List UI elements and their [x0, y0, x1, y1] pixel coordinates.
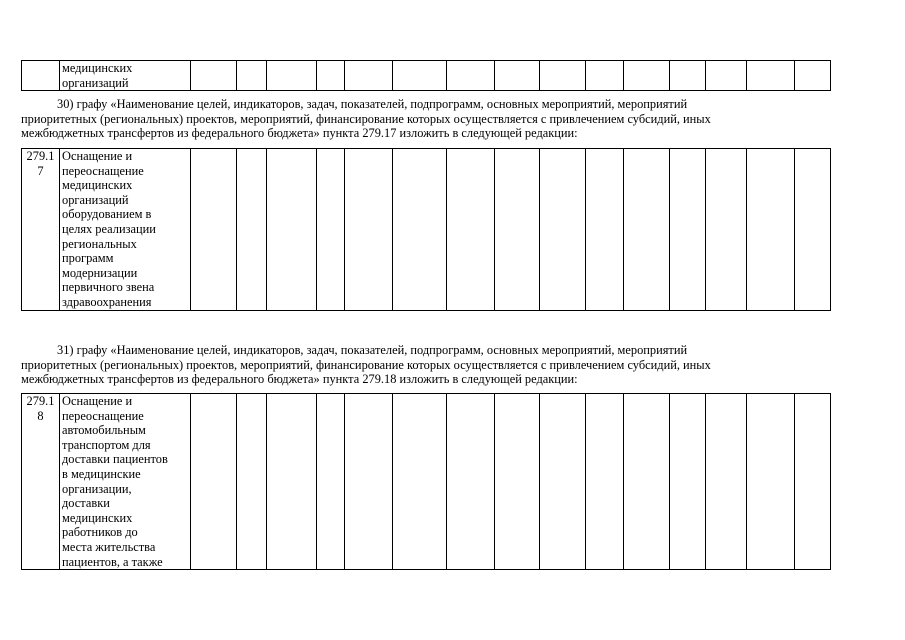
empty-cell	[495, 149, 540, 311]
empty-cell	[624, 149, 670, 311]
name-line: организации,	[62, 481, 132, 496]
name-line: организаций	[62, 75, 129, 90]
empty-cell	[795, 61, 831, 91]
table-row	[22, 61, 831, 91]
table-row-279-17	[21, 148, 831, 311]
paragraph-line: приоритетных (региональных) проектов, мероприятий, финансирование которых осуществляется с привлечением субсидий, иных	[21, 111, 711, 126]
empty-cell	[267, 149, 317, 311]
row-number-cell	[22, 149, 60, 311]
empty-cell	[706, 149, 747, 311]
empty-cell	[586, 149, 624, 311]
name-line: оборудованием в	[62, 207, 152, 222]
row-number-cell	[22, 394, 60, 570]
empty-cell	[706, 61, 747, 91]
empty-cell	[393, 394, 447, 570]
row-name-cell	[60, 394, 191, 570]
name-line: транспортом для	[62, 437, 151, 452]
name-line: автомобильным	[62, 423, 146, 438]
row-name-cell	[60, 61, 191, 91]
empty-cell	[191, 149, 237, 311]
empty-cell	[540, 61, 586, 91]
table-fragment-top	[21, 60, 831, 91]
name-line: первичного звена	[62, 280, 155, 295]
name-line: доставки	[62, 496, 110, 511]
empty-cell	[540, 394, 586, 570]
paragraph-31	[21, 343, 887, 387]
paragraph-line: межбюджетных трансфертов из федерального бюджета» пункта 279.18 изложить в следующей редакции:	[21, 372, 578, 386]
name-line: целях реализации	[62, 221, 156, 236]
name-line: Оснащение и	[62, 394, 133, 408]
name-line: Оснащение и	[62, 149, 133, 163]
paragraph-30	[21, 97, 887, 141]
name-line: переоснащение	[62, 408, 144, 423]
empty-cell	[670, 149, 706, 311]
empty-cell	[191, 61, 237, 91]
name-line: медицинских	[62, 510, 133, 525]
empty-cell	[747, 394, 795, 570]
row-name-cell	[60, 149, 191, 311]
name-line: доставки пациентов	[62, 452, 168, 467]
paragraph-line: 30) графу «Наименование целей, индикаторов, задач, показателей, подпрограмм, основных мероприятий, мероприятий	[57, 97, 688, 111]
empty-cell	[345, 61, 393, 91]
empty-cell	[747, 149, 795, 311]
row-number-cell	[22, 61, 60, 91]
empty-cell	[267, 61, 317, 91]
table-row-279-18	[21, 393, 831, 570]
empty-cell	[393, 149, 447, 311]
empty-cell	[586, 61, 624, 91]
empty-cell	[317, 394, 345, 570]
empty-cell	[706, 394, 747, 570]
name-line: места жительства	[62, 539, 156, 554]
empty-cell	[540, 149, 586, 311]
empty-cell	[624, 61, 670, 91]
table-row	[22, 149, 831, 311]
empty-cell	[447, 394, 495, 570]
name-line: переоснащение	[62, 163, 144, 178]
row-number-line: 8	[37, 408, 44, 423]
empty-cell	[670, 61, 706, 91]
empty-cell	[237, 61, 267, 91]
empty-cell	[191, 394, 237, 570]
name-line: медицинских	[62, 178, 133, 193]
empty-cell	[670, 394, 706, 570]
name-line: в медицинские	[62, 466, 141, 481]
empty-cell	[586, 394, 624, 570]
empty-cell	[795, 149, 831, 311]
empty-cell	[495, 61, 540, 91]
row-number-line: 7	[37, 163, 44, 178]
name-line: модернизации	[62, 265, 138, 280]
empty-cell	[393, 61, 447, 91]
empty-cell	[624, 394, 670, 570]
row-number-line: 279.1	[26, 149, 55, 163]
empty-cell	[317, 61, 345, 91]
name-line: здравоохранения	[62, 294, 152, 309]
name-line: региональных	[62, 236, 137, 251]
paragraph-line: межбюджетных трансфертов из федерального бюджета» пункта 279.17 изложить в следующей редакции:	[21, 126, 578, 140]
empty-cell	[267, 394, 317, 570]
empty-cell	[237, 149, 267, 311]
name-line: пациентов, а также	[62, 554, 163, 569]
empty-cell	[317, 149, 345, 311]
empty-cell	[795, 394, 831, 570]
empty-cell	[447, 149, 495, 311]
name-line: медицинских	[62, 61, 133, 75]
empty-cell	[345, 149, 393, 311]
paragraph-line: 31) графу «Наименование целей, индикаторов, задач, показателей, подпрограмм, основных мероприятий, мероприятий	[57, 343, 688, 357]
paragraph-line: приоритетных (региональных) проектов, мероприятий, финансирование которых осуществляется с привлечением субсидий, иных	[21, 357, 711, 372]
name-line: работников до	[62, 525, 138, 540]
empty-cell	[495, 394, 540, 570]
empty-cell	[747, 61, 795, 91]
name-line: организаций	[62, 192, 129, 207]
table-row	[22, 394, 831, 570]
empty-cell	[345, 394, 393, 570]
row-number-line: 279.1	[26, 394, 55, 408]
name-line: программ	[62, 251, 114, 266]
empty-cell	[237, 394, 267, 570]
empty-cell	[447, 61, 495, 91]
